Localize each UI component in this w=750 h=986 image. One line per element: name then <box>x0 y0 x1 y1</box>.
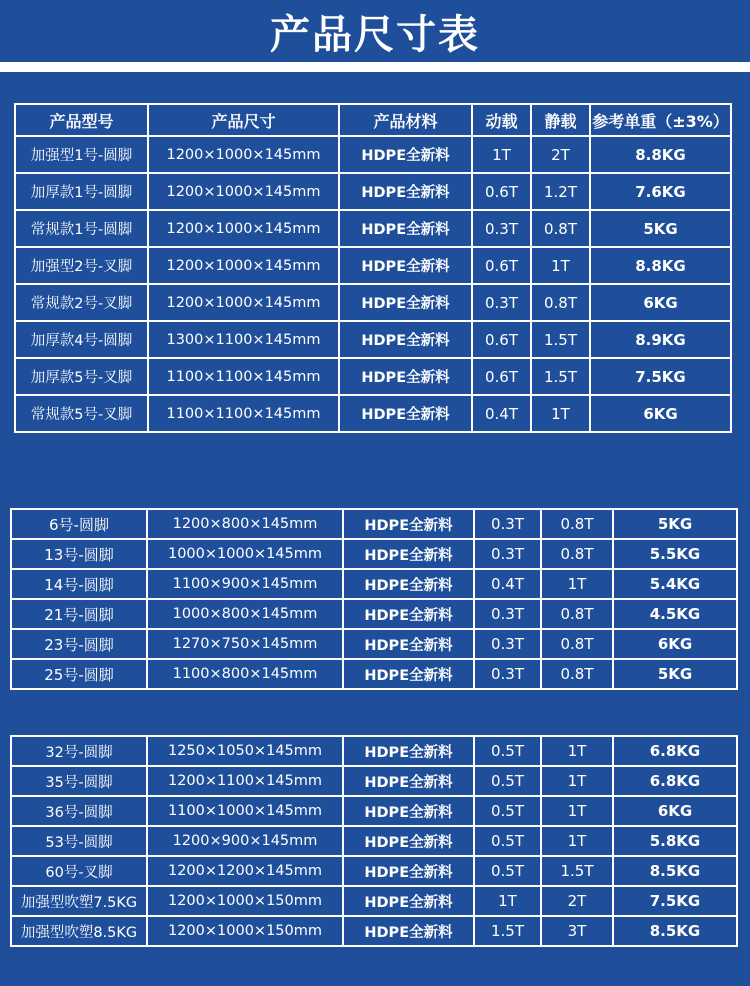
header-weight: 参考单重（±3%） <box>590 104 731 136</box>
page-title: 产品尺寸表 <box>270 11 480 58</box>
cell-size: 1200×1000×145mm <box>148 284 339 321</box>
cell-size: 1100×800×145mm <box>147 659 343 689</box>
cell-dynamic-load: 0.5T <box>474 796 541 826</box>
table-row <box>15 247 731 284</box>
cell-model: 加强型吹塑7.5KG <box>11 886 147 916</box>
cell-static-load: 1.5T <box>531 358 590 395</box>
cell-weight: 4.5KG <box>613 599 737 629</box>
cell-weight: 6KG <box>590 395 731 432</box>
cell-model: 常规款1号-圆脚 <box>15 210 148 247</box>
cell-static-load: 1.5T <box>541 856 613 886</box>
cell-size: 1000×800×145mm <box>147 599 343 629</box>
cell-size: 1100×1000×145mm <box>147 796 343 826</box>
cell-static-load: 0.8T <box>531 210 590 247</box>
table-row <box>11 629 737 659</box>
header-model: 产品型号 <box>15 104 148 136</box>
cell-material: HDPE全新料 <box>339 358 472 395</box>
cell-material: HDPE全新料 <box>343 599 474 629</box>
cell-model: 加厚款5号-叉脚 <box>15 358 148 395</box>
cell-static-load: 1T <box>531 247 590 284</box>
cell-model: 13号-圆脚 <box>11 539 147 569</box>
cell-static-load: 1T <box>541 569 613 599</box>
cell-size: 1100×1100×145mm <box>148 358 339 395</box>
table-row <box>11 569 737 599</box>
cell-model: 加厚款1号-圆脚 <box>15 173 148 210</box>
header-material: 产品材料 <box>339 104 472 136</box>
cell-dynamic-load: 0.6T <box>472 358 531 395</box>
cell-static-load: 1.5T <box>531 321 590 358</box>
table-row <box>15 173 731 210</box>
size-table-tertiary <box>10 735 738 947</box>
cell-size: 1270×750×145mm <box>147 629 343 659</box>
size-table-main <box>14 103 732 433</box>
cell-size: 1100×1100×145mm <box>148 395 339 432</box>
cell-static-load: 3T <box>541 916 613 946</box>
table-row <box>11 796 737 826</box>
cell-size: 1200×1000×150mm <box>147 916 343 946</box>
table-row <box>11 916 737 946</box>
cell-weight: 5KG <box>613 509 737 539</box>
cell-static-load: 0.8T <box>531 284 590 321</box>
cell-dynamic-load: 0.3T <box>474 659 541 689</box>
cell-model: 36号-圆脚 <box>11 796 147 826</box>
table-row <box>11 509 737 539</box>
cell-material: HDPE全新料 <box>339 136 472 173</box>
cell-weight: 6.8KG <box>613 766 737 796</box>
cell-model: 53号-圆脚 <box>11 826 147 856</box>
cell-model: 35号-圆脚 <box>11 766 147 796</box>
cell-weight: 6KG <box>590 284 731 321</box>
cell-material: HDPE全新料 <box>339 247 472 284</box>
cell-dynamic-load: 1T <box>472 136 531 173</box>
cell-material: HDPE全新料 <box>343 826 474 856</box>
cell-material: HDPE全新料 <box>343 736 474 766</box>
cell-weight: 6.8KG <box>613 736 737 766</box>
cell-static-load: 1T <box>541 826 613 856</box>
cell-dynamic-load: 0.6T <box>472 173 531 210</box>
cell-size: 1200×1200×145mm <box>147 856 343 886</box>
cell-model: 21号-圆脚 <box>11 599 147 629</box>
cell-dynamic-load: 0.3T <box>472 284 531 321</box>
cell-weight: 8.5KG <box>613 916 737 946</box>
cell-static-load: 0.8T <box>541 629 613 659</box>
table-row <box>11 599 737 629</box>
cell-dynamic-load: 0.6T <box>472 247 531 284</box>
table-row <box>15 395 731 432</box>
cell-static-load: 1T <box>531 395 590 432</box>
cell-material: HDPE全新料 <box>343 856 474 886</box>
table-header-row <box>15 104 731 136</box>
cell-size: 1200×1000×145mm <box>148 247 339 284</box>
cell-dynamic-load: 1T <box>474 886 541 916</box>
cell-static-load: 1T <box>541 766 613 796</box>
cell-material: HDPE全新料 <box>343 659 474 689</box>
cell-model: 60号-叉脚 <box>11 856 147 886</box>
table-row <box>15 358 731 395</box>
cell-weight: 7.6KG <box>590 173 731 210</box>
cell-size: 1100×900×145mm <box>147 569 343 599</box>
cell-weight: 7.5KG <box>590 358 731 395</box>
table-row <box>11 856 737 886</box>
table-row <box>15 136 731 173</box>
cell-static-load: 1.2T <box>531 173 590 210</box>
cell-model: 加厚款4号-圆脚 <box>15 321 148 358</box>
cell-dynamic-load: 1.5T <box>474 916 541 946</box>
cell-size: 1200×1000×150mm <box>147 886 343 916</box>
cell-model: 32号-圆脚 <box>11 736 147 766</box>
cell-model: 加强型1号-圆脚 <box>15 136 148 173</box>
cell-static-load: 0.8T <box>541 539 613 569</box>
title-divider <box>0 62 750 72</box>
cell-dynamic-load: 0.6T <box>472 321 531 358</box>
cell-material: HDPE全新料 <box>339 395 472 432</box>
table-row <box>15 210 731 247</box>
header-static-load: 静载 <box>531 104 590 136</box>
cell-material: HDPE全新料 <box>339 173 472 210</box>
cell-dynamic-load: 0.5T <box>474 736 541 766</box>
cell-dynamic-load: 0.4T <box>472 395 531 432</box>
cell-size: 1200×1000×145mm <box>148 136 339 173</box>
cell-material: HDPE全新料 <box>339 321 472 358</box>
cell-dynamic-load: 0.5T <box>474 826 541 856</box>
cell-static-load: 1T <box>541 796 613 826</box>
cell-model: 25号-圆脚 <box>11 659 147 689</box>
cell-material: HDPE全新料 <box>339 284 472 321</box>
table-row <box>15 284 731 321</box>
cell-model: 6号-圆脚 <box>11 509 147 539</box>
cell-dynamic-load: 0.3T <box>474 539 541 569</box>
table-gap <box>10 693 736 733</box>
cell-dynamic-load: 0.3T <box>472 210 531 247</box>
cell-model: 加强型2号-叉脚 <box>15 247 148 284</box>
table-row <box>11 886 737 916</box>
cell-dynamic-load: 0.3T <box>474 599 541 629</box>
cell-size: 1000×1000×145mm <box>147 539 343 569</box>
cell-weight: 8.9KG <box>590 321 731 358</box>
table-row <box>11 659 737 689</box>
cell-weight: 6KG <box>613 629 737 659</box>
cell-static-load: 2T <box>541 886 613 916</box>
cell-size: 1250×1050×145mm <box>147 736 343 766</box>
table-body <box>15 136 731 432</box>
cell-size: 1200×1100×145mm <box>147 766 343 796</box>
table-body <box>11 736 737 946</box>
cell-weight: 5KG <box>590 210 731 247</box>
table-row <box>11 766 737 796</box>
cell-static-load: 0.8T <box>541 599 613 629</box>
header-size: 产品尺寸 <box>148 104 339 136</box>
table-row <box>15 321 731 358</box>
cell-static-load: 1T <box>541 736 613 766</box>
cell-size: 1300×1100×145mm <box>148 321 339 358</box>
cell-material: HDPE全新料 <box>343 886 474 916</box>
cell-size: 1200×800×145mm <box>147 509 343 539</box>
cell-material: HDPE全新料 <box>343 569 474 599</box>
cell-dynamic-load: 0.3T <box>474 629 541 659</box>
cell-material: HDPE全新料 <box>343 509 474 539</box>
cell-dynamic-load: 0.4T <box>474 569 541 599</box>
cell-model: 加强型吹塑8.5KG <box>11 916 147 946</box>
cell-dynamic-load: 0.5T <box>474 766 541 796</box>
cell-dynamic-load: 0.3T <box>474 509 541 539</box>
cell-weight: 6KG <box>613 796 737 826</box>
cell-material: HDPE全新料 <box>339 210 472 247</box>
header-dynamic-load: 动载 <box>472 104 531 136</box>
cell-model: 常规款2号-叉脚 <box>15 284 148 321</box>
cell-material: HDPE全新料 <box>343 916 474 946</box>
cell-material: HDPE全新料 <box>343 629 474 659</box>
cell-static-load: 0.8T <box>541 509 613 539</box>
table-body <box>11 509 737 689</box>
cell-weight: 7.5KG <box>613 886 737 916</box>
table-row <box>11 539 737 569</box>
cell-material: HDPE全新料 <box>343 796 474 826</box>
cell-dynamic-load: 0.5T <box>474 856 541 886</box>
cell-weight: 8.8KG <box>590 247 731 284</box>
cell-static-load: 2T <box>531 136 590 173</box>
cell-size: 1200×900×145mm <box>147 826 343 856</box>
table-row <box>11 826 737 856</box>
cell-model: 14号-圆脚 <box>11 569 147 599</box>
cell-static-load: 0.8T <box>541 659 613 689</box>
cell-size: 1200×1000×145mm <box>148 210 339 247</box>
cell-weight: 8.5KG <box>613 856 737 886</box>
table-row <box>11 736 737 766</box>
cell-weight: 5.5KG <box>613 539 737 569</box>
cell-weight: 5.4KG <box>613 569 737 599</box>
cell-weight: 5KG <box>613 659 737 689</box>
title-bar <box>0 0 750 62</box>
cell-material: HDPE全新料 <box>343 539 474 569</box>
cell-weight: 5.8KG <box>613 826 737 856</box>
cell-material: HDPE全新料 <box>343 766 474 796</box>
cell-model: 23号-圆脚 <box>11 629 147 659</box>
cell-weight: 8.8KG <box>590 136 731 173</box>
size-table-secondary <box>10 508 738 690</box>
cell-size: 1200×1000×145mm <box>148 173 339 210</box>
cell-model: 常规款5号-叉脚 <box>15 395 148 432</box>
